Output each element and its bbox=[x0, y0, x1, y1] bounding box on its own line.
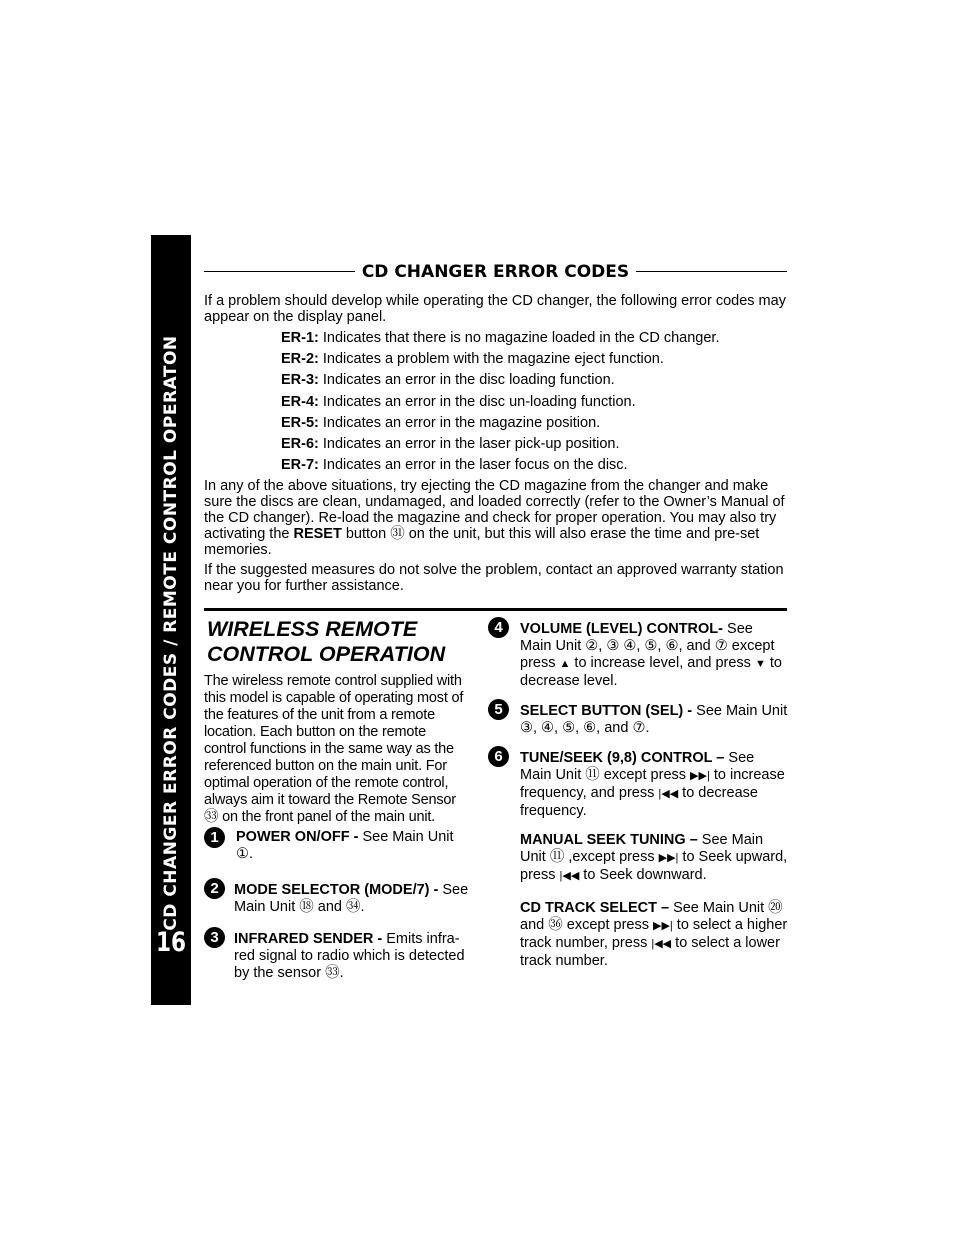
error-code: ER-5: bbox=[281, 415, 319, 431]
item-label: POWER ON/OFF - bbox=[236, 829, 359, 845]
item-number bbox=[204, 827, 225, 848]
item-text: See Main Unit ⑪ ,except press bbox=[520, 832, 764, 865]
section-heading bbox=[204, 262, 787, 282]
skip-forward-icon: ▶▶| bbox=[658, 852, 679, 864]
para-text: In any of the above situations, try ejecting the CD magazine from the changer and make sure the discs are clean, undamaged, and loaded correctly (refer to the Owner’s Manual of the CD changer). Re-load the magazine and check for proper operation. You may also try activating the bbox=[204, 478, 785, 542]
error-code-row bbox=[281, 351, 664, 368]
remote-item-tune-seek bbox=[520, 750, 788, 820]
error-code: ER-3: bbox=[281, 372, 319, 388]
item-number bbox=[488, 699, 509, 720]
error-code: ER-4: bbox=[281, 394, 319, 410]
item-text: to decrease frequency. bbox=[520, 785, 758, 819]
manual-seek-tuning bbox=[520, 832, 788, 885]
error-paragraph-2 bbox=[204, 478, 788, 558]
item-text: See Main Unit ③, ④, ⑤, ⑥, and ⑦. bbox=[520, 703, 788, 736]
error-code-row bbox=[281, 394, 636, 411]
item-text: to increase frequency, and press bbox=[520, 767, 785, 801]
item-label: INFRARED SENDER - bbox=[234, 931, 383, 947]
item-text: to Seek upward, press bbox=[520, 849, 788, 883]
item-text: to increase level, and press bbox=[570, 655, 751, 671]
item-text: to select a higher track number, press bbox=[520, 917, 788, 951]
error-desc: Indicates an error in the laser pick-up position. bbox=[318, 436, 620, 452]
item-number bbox=[204, 878, 225, 899]
item-label: SELECT BUTTON (SEL) - bbox=[520, 703, 693, 719]
item-text: See Main Unit ⑱ and ㉞. bbox=[234, 882, 469, 915]
error-code-row bbox=[281, 415, 600, 432]
number-badge: 3 bbox=[204, 927, 225, 948]
skip-forward-icon: ▶▶| bbox=[653, 920, 673, 932]
error-code-row bbox=[281, 457, 628, 474]
error-code: ER-6: bbox=[281, 436, 319, 452]
error-paragraph-3: If the suggested measures do not solve the problem, contact an approved warranty station near you for further assistance. bbox=[204, 562, 784, 594]
item-label: VOLUME (LEVEL) CONTROL- bbox=[520, 621, 723, 637]
remote-title bbox=[207, 617, 445, 667]
volume-down-icon: ▼ bbox=[754, 658, 766, 670]
item-number bbox=[488, 746, 509, 767]
section-heading-text: CD CHANGER ERROR CODES bbox=[355, 262, 636, 282]
page-number: 16 bbox=[155, 927, 187, 958]
sidebar-tab bbox=[151, 235, 191, 1005]
item-text: See Main Unit ①. bbox=[236, 829, 454, 862]
remote-item-infrared bbox=[234, 931, 470, 982]
item-text: See Main Unit ⑳ and ㊱ except press bbox=[520, 900, 783, 933]
remote-item-power bbox=[236, 829, 468, 863]
item-text: Emits infra-red signal to radio which is detected by the sensor ㉝. bbox=[234, 931, 465, 981]
item-label: MANUAL SEEK TUNING – bbox=[520, 832, 698, 848]
item-label: CD TRACK SELECT – bbox=[520, 900, 670, 916]
error-code: ER-1: bbox=[281, 330, 319, 346]
item-label: MODE SELECTOR (MODE/7) - bbox=[234, 882, 439, 898]
remote-intro: The wireless remote control supplied with this model is capable of operating most of the features of the unit from a remote location. Each button on the remote control functions in the same way as the referenced button on the main unit. For optimal operation of the remote control, always aim it toward the Remote Sensor ㉝ on the front panel of the main unit. bbox=[204, 673, 464, 825]
volume-up-icon: ▲ bbox=[559, 658, 571, 670]
error-code-row bbox=[281, 330, 720, 347]
item-text: to select a lower track number. bbox=[520, 935, 780, 969]
error-intro: If a problem should develop while operating the CD changer, the following error codes may appear on the display panel. bbox=[204, 293, 786, 325]
number-badge: 5 bbox=[488, 699, 509, 720]
error-code: ER-2: bbox=[281, 351, 319, 367]
error-desc: Indicates an error in the magazine position. bbox=[318, 415, 601, 431]
item-number bbox=[488, 617, 509, 638]
item-number bbox=[204, 927, 225, 948]
reset-label: RESET bbox=[293, 526, 342, 542]
error-code: ER-7: bbox=[281, 457, 319, 473]
error-code-row bbox=[281, 372, 615, 389]
skip-forward-icon: ▶▶| bbox=[690, 770, 710, 782]
sidebar-title: CD CHANGER ERROR CODES / REMOTE CONTROL OPERATON bbox=[161, 335, 181, 931]
item-text: to decrease level. bbox=[520, 655, 782, 689]
remote-title-line: CONTROL OPERATION bbox=[207, 642, 446, 666]
item-text: See Main Unit ⑪ except press bbox=[520, 750, 755, 783]
para-text: button ㉛ on the unit, but this will also erase the time and pre-set memories. bbox=[204, 526, 760, 558]
number-badge: 6 bbox=[488, 746, 509, 767]
cd-track-select bbox=[520, 900, 788, 970]
number-badge: 1 bbox=[204, 827, 225, 848]
section-divider bbox=[204, 608, 787, 611]
number-badge: 2 bbox=[204, 878, 225, 899]
error-code-row bbox=[281, 436, 620, 453]
remote-item-select bbox=[520, 703, 788, 737]
skip-back-icon: |◀◀ bbox=[651, 938, 672, 950]
item-text: See Main Unit ②, ③ ④, ⑤, ⑥, and ⑦ except press bbox=[520, 621, 775, 671]
item-label: TUNE/SEEK (9,8) CONTROL – bbox=[520, 750, 725, 766]
remote-item-volume bbox=[520, 621, 788, 690]
remote-item-mode bbox=[234, 882, 470, 916]
error-desc: Indicates an error in the laser focus on the disc. bbox=[318, 457, 628, 473]
error-desc: Indicates an error in the disc loading function. bbox=[318, 372, 615, 388]
error-desc: Indicates an error in the disc un-loading function. bbox=[318, 394, 636, 410]
error-desc: Indicates that there is no magazine loaded in the CD changer. bbox=[318, 330, 720, 346]
skip-back-icon: |◀◀ bbox=[559, 870, 580, 882]
error-desc: Indicates a problem with the magazine eject function. bbox=[318, 351, 664, 367]
skip-back-icon: |◀◀ bbox=[658, 788, 679, 800]
number-badge: 4 bbox=[488, 617, 509, 638]
item-text: to Seek downward. bbox=[579, 867, 707, 883]
remote-title-line: WIRELESS REMOTE bbox=[207, 617, 418, 641]
